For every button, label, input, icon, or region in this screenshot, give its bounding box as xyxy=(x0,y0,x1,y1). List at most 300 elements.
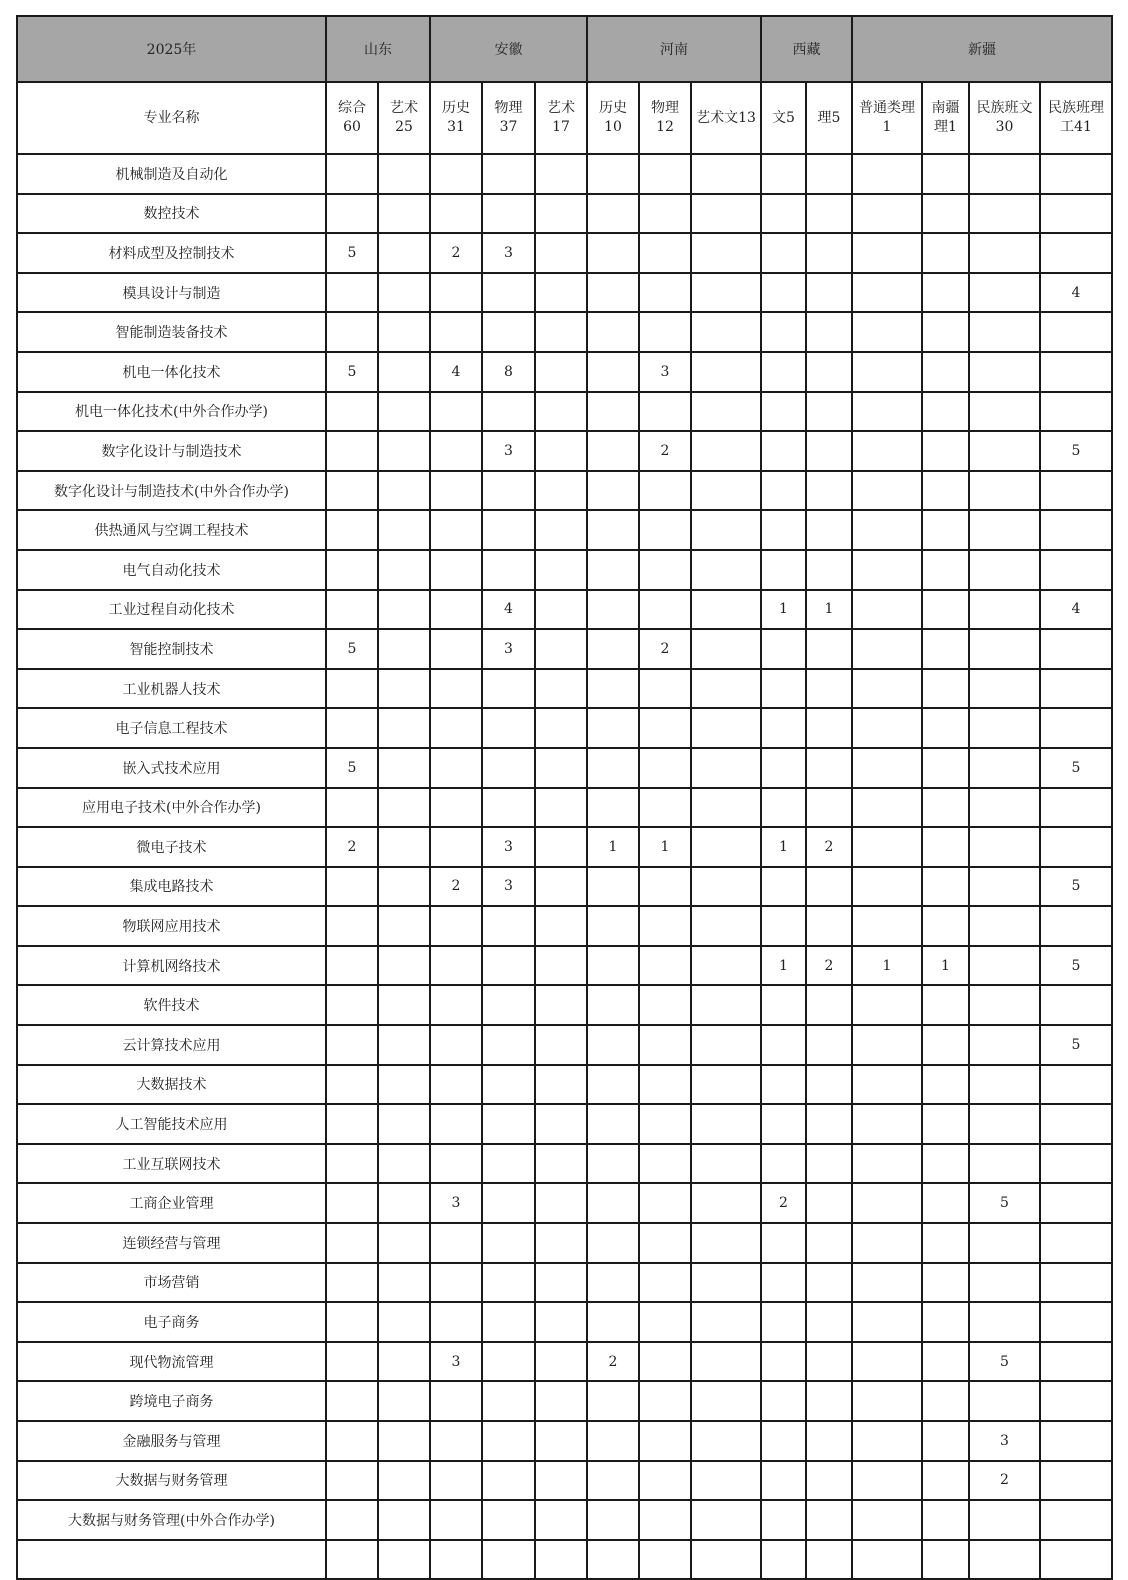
quota-cell: 4 xyxy=(1040,590,1112,630)
quota-cell xyxy=(691,946,761,986)
quota-cell xyxy=(691,312,761,352)
quota-cell xyxy=(1040,1421,1112,1461)
quota-cell xyxy=(852,1342,922,1382)
table-row xyxy=(17,1500,1112,1540)
quota-cell xyxy=(922,867,969,907)
quota-cell xyxy=(806,1421,852,1461)
quota-cell xyxy=(587,1461,639,1501)
quota-cell xyxy=(639,233,691,273)
category-header-line: 理5 xyxy=(817,109,841,126)
quota-cell: 1 xyxy=(761,946,806,986)
quota-cell xyxy=(587,1223,639,1263)
table-row xyxy=(17,1183,1112,1223)
quota-cell xyxy=(691,1302,761,1342)
quota-cell xyxy=(378,906,430,946)
quota-cell xyxy=(482,273,535,313)
major-name-cell: 电气自动化技术 xyxy=(17,550,326,590)
quota-cell: 5 xyxy=(969,1183,1040,1223)
table-row xyxy=(17,392,1112,432)
quota-cell xyxy=(326,1183,378,1223)
quota-cell xyxy=(639,312,691,352)
quota-cell xyxy=(639,1025,691,1065)
quota-cell xyxy=(535,1104,587,1144)
quota-cell xyxy=(922,471,969,511)
quota-cell xyxy=(430,550,482,590)
quota-cell xyxy=(969,827,1040,867)
quota-cell xyxy=(761,906,806,946)
quota-cell xyxy=(806,748,852,788)
quota-cell xyxy=(482,1342,535,1382)
quota-cell xyxy=(852,352,922,392)
major-name-cell: 机电一体化技术(中外合作办学) xyxy=(17,392,326,432)
quota-cell xyxy=(852,1540,922,1580)
quota-cell xyxy=(535,827,587,867)
quota-cell xyxy=(852,194,922,234)
quota-cell xyxy=(761,1144,806,1184)
table-row xyxy=(17,1421,1112,1461)
quota-cell xyxy=(587,194,639,234)
quota-cell xyxy=(969,708,1040,748)
quota-cell xyxy=(430,1500,482,1540)
major-name-header: 专业名称 xyxy=(17,82,326,154)
quota-cell xyxy=(922,1461,969,1501)
quota-cell xyxy=(1040,629,1112,669)
category-header-line: 工41 xyxy=(1060,119,1092,135)
quota-cell xyxy=(761,550,806,590)
quota-cell xyxy=(806,194,852,234)
quota-cell xyxy=(430,748,482,788)
quota-cell xyxy=(326,1065,378,1105)
major-name-cell: 电子商务 xyxy=(17,1302,326,1342)
province-header: 山东 xyxy=(326,16,430,82)
quota-cell xyxy=(378,985,430,1025)
major-name-cell: 软件技术 xyxy=(17,985,326,1025)
quota-cell xyxy=(587,273,639,313)
quota-cell xyxy=(378,1065,430,1105)
major-name-cell: 材料成型及控制技术 xyxy=(17,233,326,273)
quota-cell xyxy=(922,194,969,234)
quota-cell xyxy=(852,471,922,511)
quota-cell: 2 xyxy=(430,867,482,907)
quota-cell xyxy=(1040,550,1112,590)
quota-cell xyxy=(761,273,806,313)
major-name-cell: 大数据与财务管理 xyxy=(17,1461,326,1501)
quota-cell xyxy=(806,867,852,907)
quota-cell xyxy=(535,708,587,748)
quota-cell xyxy=(1040,471,1112,511)
quota-cell xyxy=(430,194,482,234)
quota-cell xyxy=(806,1065,852,1105)
category-header-line: 综合 xyxy=(338,100,366,116)
quota-cell xyxy=(761,748,806,788)
province-header: 西藏 xyxy=(761,16,852,82)
quota-cell xyxy=(922,352,969,392)
quota-cell xyxy=(535,392,587,432)
quota-cell xyxy=(969,906,1040,946)
category-header xyxy=(378,82,430,154)
quota-cell: 3 xyxy=(430,1342,482,1382)
quota-cell xyxy=(639,1500,691,1540)
quota-cell xyxy=(852,1025,922,1065)
quota-cell xyxy=(852,233,922,273)
quota-cell xyxy=(587,708,639,748)
quota-cell xyxy=(691,1065,761,1105)
quota-cell xyxy=(761,1104,806,1144)
quota-cell xyxy=(482,194,535,234)
quota-cell xyxy=(482,392,535,432)
quota-cell xyxy=(587,867,639,907)
quota-cell xyxy=(1040,1500,1112,1540)
category-header xyxy=(639,82,691,154)
quota-cell xyxy=(806,1302,852,1342)
table-row xyxy=(17,906,1112,946)
quota-cell xyxy=(922,1025,969,1065)
quota-cell xyxy=(969,1223,1040,1263)
quota-cell xyxy=(430,629,482,669)
quota-cell xyxy=(587,788,639,828)
quota-cell xyxy=(482,1302,535,1342)
quota-cell xyxy=(639,1144,691,1184)
quota-cell xyxy=(378,550,430,590)
quota-cell xyxy=(639,273,691,313)
quota-cell xyxy=(482,154,535,194)
quota-cell xyxy=(922,431,969,471)
quota-cell xyxy=(378,273,430,313)
quota-cell xyxy=(639,1381,691,1421)
quota-cell xyxy=(922,510,969,550)
quota-cell xyxy=(761,1540,806,1580)
quota-cell: 1 xyxy=(639,827,691,867)
quota-cell xyxy=(969,1302,1040,1342)
quota-cell xyxy=(1040,194,1112,234)
quota-cell xyxy=(922,590,969,630)
quota-cell xyxy=(378,1104,430,1144)
quota-cell xyxy=(969,550,1040,590)
quota-cell xyxy=(430,788,482,828)
quota-cell xyxy=(535,629,587,669)
quota-cell xyxy=(691,471,761,511)
quota-cell xyxy=(587,352,639,392)
quota-cell xyxy=(482,1263,535,1303)
quota-cell: 4 xyxy=(1040,273,1112,313)
quota-cell xyxy=(587,431,639,471)
quota-cell xyxy=(691,1500,761,1540)
major-name-cell: 工业机器人技术 xyxy=(17,669,326,709)
category-header-line: 物理 xyxy=(494,100,523,116)
table-row xyxy=(17,985,1112,1025)
quota-cell xyxy=(691,273,761,313)
quota-cell xyxy=(430,431,482,471)
quota-cell xyxy=(852,669,922,709)
major-name-cell: 集成电路技术 xyxy=(17,867,326,907)
quota-cell xyxy=(587,985,639,1025)
major-name-cell: 计算机网络技术 xyxy=(17,946,326,986)
quota-cell xyxy=(852,629,922,669)
quota-cell xyxy=(378,154,430,194)
quota-cell xyxy=(969,788,1040,828)
table-row xyxy=(17,946,1112,986)
table-row xyxy=(17,194,1112,234)
quota-cell: 2 xyxy=(969,1461,1040,1501)
quota-cell xyxy=(535,312,587,352)
quota-cell: 2 xyxy=(761,1183,806,1223)
category-header-line: 历史 xyxy=(599,100,627,116)
quota-cell xyxy=(430,1540,482,1580)
quota-cell xyxy=(587,1144,639,1184)
quota-cell: 4 xyxy=(482,590,535,630)
quota-cell xyxy=(1040,154,1112,194)
quota-cell xyxy=(430,906,482,946)
quota-cell xyxy=(430,1421,482,1461)
quota-cell xyxy=(430,392,482,432)
quota-cell xyxy=(922,1104,969,1144)
quota-cell xyxy=(922,154,969,194)
quota-cell xyxy=(922,748,969,788)
quota-cell xyxy=(969,1065,1040,1105)
quota-cell xyxy=(430,1302,482,1342)
quota-cell xyxy=(1040,1144,1112,1184)
quota-cell xyxy=(378,233,430,273)
quota-cell xyxy=(482,1104,535,1144)
table-row xyxy=(17,748,1112,788)
quota-cell xyxy=(761,985,806,1025)
quota-cell xyxy=(326,550,378,590)
quota-cell xyxy=(326,1263,378,1303)
quota-cell xyxy=(378,352,430,392)
quota-cell xyxy=(852,867,922,907)
quota-cell xyxy=(852,985,922,1025)
quota-cell xyxy=(691,669,761,709)
quota-cell xyxy=(969,867,1040,907)
quota-cell xyxy=(922,312,969,352)
quota-cell xyxy=(378,669,430,709)
quota-cell xyxy=(378,1421,430,1461)
major-name-cell: 微电子技术 xyxy=(17,827,326,867)
category-header xyxy=(587,82,639,154)
major-name-cell: 模具设计与制造 xyxy=(17,273,326,313)
quota-cell xyxy=(691,1342,761,1382)
quota-cell xyxy=(326,431,378,471)
quota-cell xyxy=(922,392,969,432)
quota-cell xyxy=(806,1223,852,1263)
quota-cell xyxy=(639,1223,691,1263)
quota-cell: 3 xyxy=(482,233,535,273)
quota-cell: 8 xyxy=(482,352,535,392)
quota-cell xyxy=(587,1302,639,1342)
quota-cell xyxy=(430,1144,482,1184)
quota-cell xyxy=(691,233,761,273)
table-row xyxy=(17,1144,1112,1184)
quota-cell xyxy=(535,1500,587,1540)
quota-cell xyxy=(969,233,1040,273)
quota-cell xyxy=(969,1104,1040,1144)
quota-cell xyxy=(852,1263,922,1303)
quota-cell xyxy=(378,1263,430,1303)
quota-cell xyxy=(806,1104,852,1144)
quota-cell: 5 xyxy=(1040,748,1112,788)
table-row xyxy=(17,233,1112,273)
quota-cell xyxy=(1040,1302,1112,1342)
quota-cell xyxy=(852,827,922,867)
quota-cell xyxy=(535,867,587,907)
quota-cell xyxy=(969,154,1040,194)
quota-cell xyxy=(691,827,761,867)
quota-cell xyxy=(639,1342,691,1382)
major-name-cell: 大数据与财务管理(中外合作办学) xyxy=(17,1500,326,1540)
quota-cell xyxy=(1040,1381,1112,1421)
category-header-line: 12 xyxy=(656,119,674,135)
quota-cell xyxy=(969,194,1040,234)
quota-cell xyxy=(587,510,639,550)
quota-cell xyxy=(761,1381,806,1421)
quota-cell xyxy=(378,1183,430,1223)
quota-cell: 2 xyxy=(639,629,691,669)
table-row xyxy=(17,788,1112,828)
quota-cell xyxy=(691,748,761,788)
major-name-cell: 机械制造及自动化 xyxy=(17,154,326,194)
table-row xyxy=(17,590,1112,630)
quota-cell xyxy=(761,1025,806,1065)
quota-cell xyxy=(806,708,852,748)
table-row xyxy=(17,154,1112,194)
quota-cell xyxy=(691,590,761,630)
quota-cell xyxy=(852,1421,922,1461)
category-header xyxy=(430,82,482,154)
quota-cell xyxy=(535,1025,587,1065)
major-name-cell: 云计算技术应用 xyxy=(17,1025,326,1065)
quota-cell xyxy=(806,471,852,511)
quota-cell: 2 xyxy=(806,946,852,986)
quota-cell xyxy=(922,233,969,273)
quota-cell xyxy=(587,1500,639,1540)
table-row xyxy=(17,708,1112,748)
quota-cell xyxy=(806,629,852,669)
quota-cell xyxy=(587,312,639,352)
quota-cell xyxy=(969,1500,1040,1540)
quota-cell xyxy=(482,1065,535,1105)
quota-cell xyxy=(852,431,922,471)
quota-cell xyxy=(639,154,691,194)
quota-cell xyxy=(535,1263,587,1303)
quota-cell xyxy=(1040,510,1112,550)
quota-cell xyxy=(535,590,587,630)
quota-cell xyxy=(806,550,852,590)
table-row xyxy=(17,431,1112,471)
quota-cell: 1 xyxy=(587,827,639,867)
quota-cell xyxy=(378,431,430,471)
quota-cell xyxy=(378,867,430,907)
quota-cell xyxy=(969,312,1040,352)
quota-cell xyxy=(326,1540,378,1580)
quota-cell xyxy=(326,1144,378,1184)
quota-cell xyxy=(326,1381,378,1421)
quota-cell xyxy=(535,194,587,234)
quota-cell xyxy=(852,906,922,946)
quota-cell xyxy=(691,1540,761,1580)
quota-cell xyxy=(852,1461,922,1501)
table-row xyxy=(17,1104,1112,1144)
category-header-line: 文5 xyxy=(772,109,795,126)
major-name-cell: 工业互联网技术 xyxy=(17,1144,326,1184)
quota-cell xyxy=(587,154,639,194)
major-name-cell: 跨境电子商务 xyxy=(17,1381,326,1421)
quota-cell xyxy=(430,1381,482,1421)
major-name-cell: 工业过程自动化技术 xyxy=(17,590,326,630)
major-name-cell: 连锁经营与管理 xyxy=(17,1223,326,1263)
quota-cell xyxy=(806,392,852,432)
table-row xyxy=(17,1381,1112,1421)
category-header-line: 1 xyxy=(882,119,892,135)
quota-cell xyxy=(806,1025,852,1065)
quota-cell xyxy=(691,1381,761,1421)
quota-cell xyxy=(1040,827,1112,867)
quota-cell xyxy=(639,985,691,1025)
quota-cell xyxy=(326,471,378,511)
quota-cell: 2 xyxy=(430,233,482,273)
quota-cell xyxy=(639,590,691,630)
quota-cell xyxy=(378,510,430,550)
quota-cell xyxy=(587,1025,639,1065)
quota-cell xyxy=(587,946,639,986)
quota-cell xyxy=(378,946,430,986)
quota-cell xyxy=(852,1183,922,1223)
quota-cell xyxy=(639,748,691,788)
quota-cell xyxy=(587,590,639,630)
quota-cell xyxy=(535,1342,587,1382)
quota-cell xyxy=(587,748,639,788)
quota-cell xyxy=(761,708,806,748)
quota-cell xyxy=(535,1540,587,1580)
quota-cell xyxy=(691,906,761,946)
quota-cell xyxy=(535,352,587,392)
major-name-cell: 智能控制技术 xyxy=(17,629,326,669)
quota-cell xyxy=(535,550,587,590)
quota-cell xyxy=(378,708,430,748)
quota-cell xyxy=(691,1144,761,1184)
quota-cell xyxy=(806,1461,852,1501)
table-row xyxy=(17,1223,1112,1263)
quota-cell: 1 xyxy=(852,946,922,986)
quota-cell xyxy=(922,906,969,946)
category-header xyxy=(922,82,969,154)
quota-cell xyxy=(852,1500,922,1540)
quota-cell: 2 xyxy=(639,431,691,471)
quota-cell xyxy=(430,985,482,1025)
quota-cell xyxy=(806,1540,852,1580)
quota-cell xyxy=(535,669,587,709)
quota-cell: 3 xyxy=(430,1183,482,1223)
quota-cell xyxy=(852,312,922,352)
quota-cell xyxy=(378,629,430,669)
quota-cell xyxy=(761,1461,806,1501)
category-header-line: 艺术 xyxy=(547,100,575,116)
quota-cell xyxy=(639,867,691,907)
quota-cell: 1 xyxy=(761,590,806,630)
quota-cell xyxy=(430,273,482,313)
quota-cell xyxy=(639,906,691,946)
province-header: 河南 xyxy=(587,16,761,82)
quota-cell xyxy=(587,1183,639,1223)
quota-cell xyxy=(482,471,535,511)
major-name-cell xyxy=(17,1540,326,1580)
quota-cell xyxy=(852,1065,922,1105)
quota-cell: 3 xyxy=(482,827,535,867)
quota-cell xyxy=(806,788,852,828)
quota-cell xyxy=(806,1183,852,1223)
quota-cell xyxy=(639,669,691,709)
quota-cell xyxy=(587,629,639,669)
major-name-cell: 大数据技术 xyxy=(17,1065,326,1105)
